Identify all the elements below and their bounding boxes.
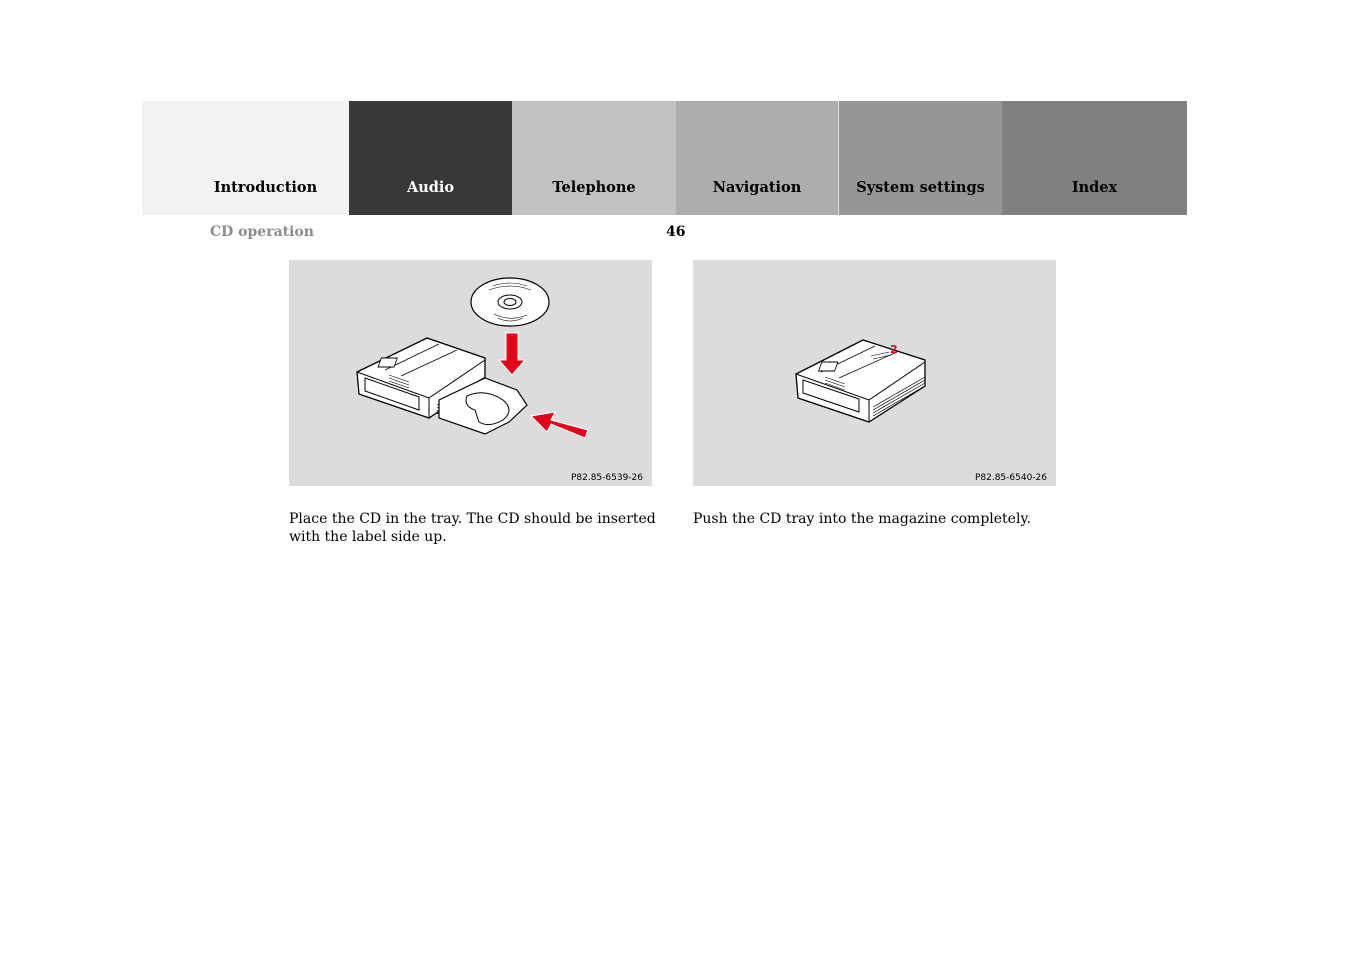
tab-introduction[interactable]: Introduction [142,101,349,215]
section-title: CD operation [210,224,314,240]
chapter-tab-bar [142,101,1187,215]
page-number: 46 [666,224,686,240]
figure-cd-insert [289,260,652,486]
tab-navigation[interactable]: Navigation [676,101,839,215]
tab-index[interactable]: Index [1002,101,1187,215]
figure-code: P82.85-6540-26 [974,473,1047,483]
tab-audio[interactable]: Audio [349,101,512,215]
caption-cd-insert: Place the CD in the tray. The CD should be inserted with the label side up. [289,511,656,545]
figure-tray-push [693,260,1056,486]
tab-system-settings[interactable]: System settings [839,101,1002,215]
arrow-down-icon [499,333,525,375]
tab-telephone[interactable]: Telephone [512,101,676,215]
cd-disc-icon [471,278,549,326]
callout-number: 2 [890,343,898,356]
cd-insert-illustration [289,260,652,486]
arrow-push-icon [531,412,588,438]
caption-tray-push: Push the CD tray into the magazine completely. [693,511,1031,527]
tray-push-illustration [693,260,1056,486]
cd-magazine-icon [796,340,925,422]
figure-code: P82.85-6539-26 [570,473,643,483]
